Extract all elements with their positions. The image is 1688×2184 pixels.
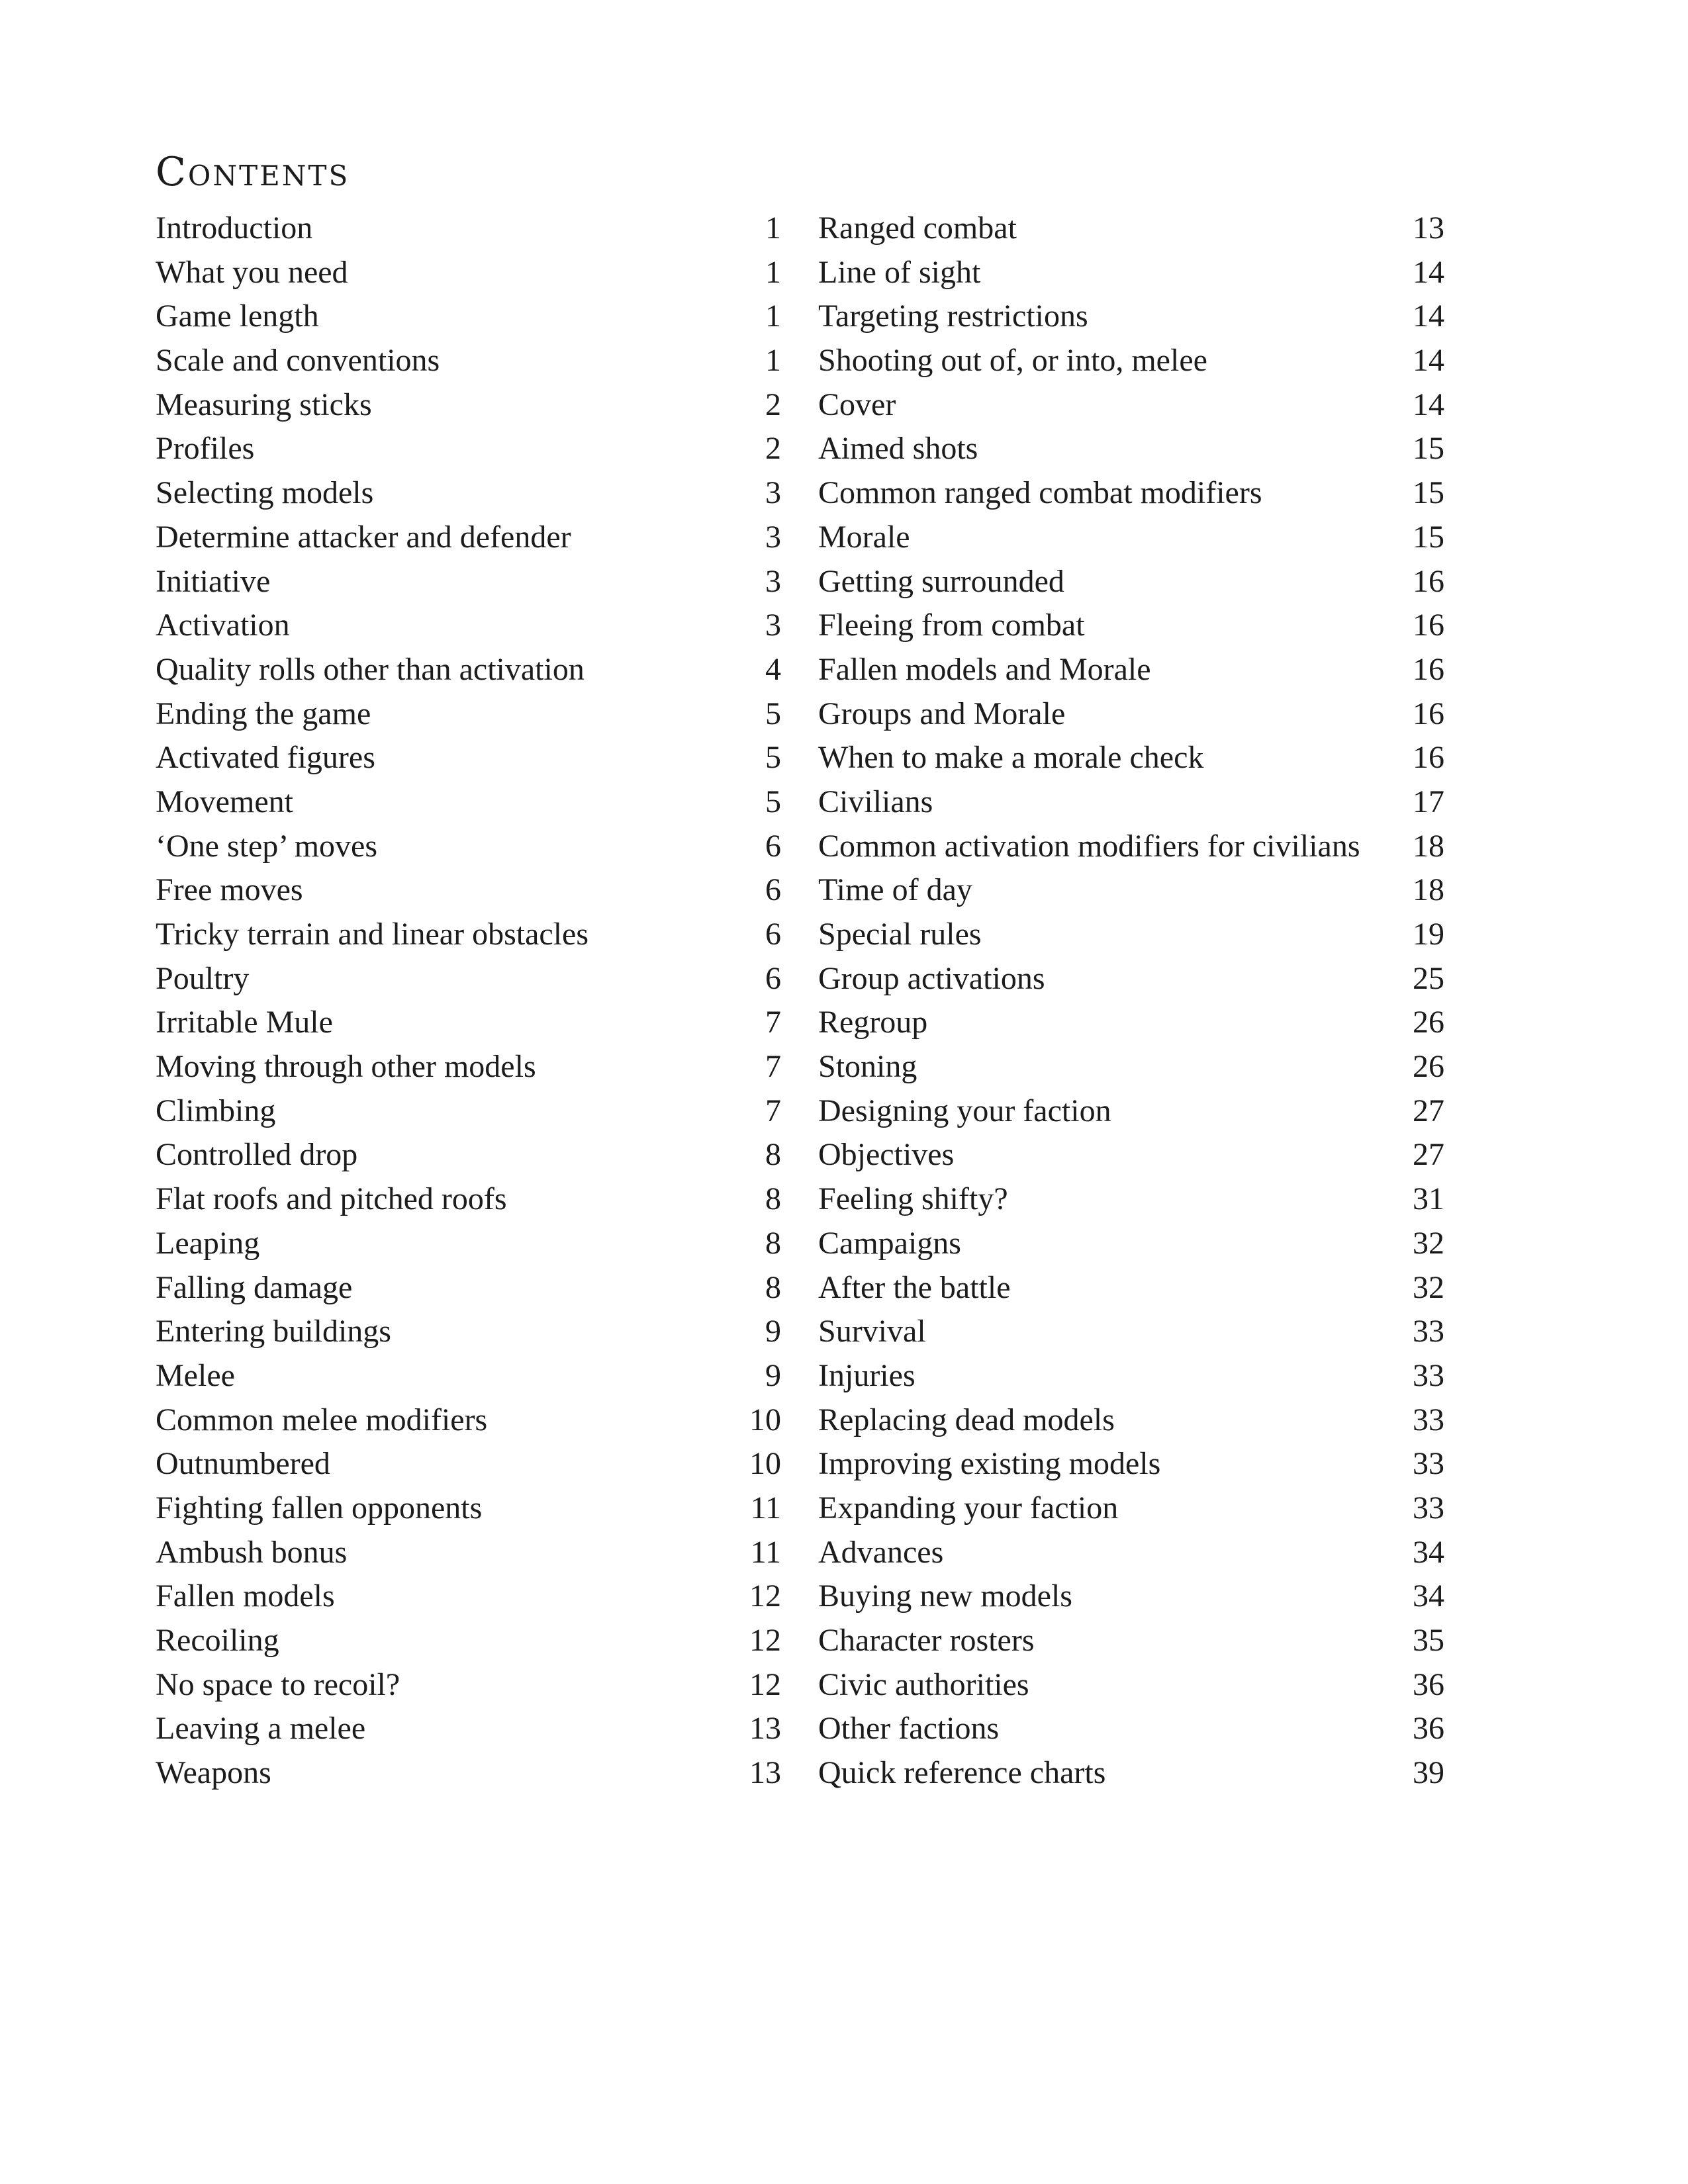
toc-entry-page-number: 16: [1413, 651, 1444, 687]
toc-entry[interactable]: [818, 692, 1444, 737]
toc-entry[interactable]: [818, 604, 1444, 648]
toc-entry[interactable]: [156, 1310, 781, 1354]
toc-entry[interactable]: [818, 1486, 1444, 1531]
toc-entry[interactable]: [818, 1001, 1444, 1045]
toc-entry-title: Common melee modifiers: [156, 1402, 488, 1437]
toc-entry-title: Campaigns: [818, 1225, 961, 1261]
toc-entry-title: Other factions: [818, 1711, 1000, 1747]
toc-entry[interactable]: [156, 251, 781, 295]
toc-entry[interactable]: [156, 1045, 781, 1089]
toc-entry-title: Line of sight: [818, 254, 981, 290]
toc-entry-title: Recoiling: [156, 1623, 279, 1658]
toc-entry-page-number: 9: [765, 1314, 781, 1349]
toc-entry-title: Selecting models: [156, 475, 374, 511]
toc-entry-page-number: 11: [750, 1490, 781, 1525]
toc-entry-title: Fallen models and Morale: [818, 651, 1151, 687]
toc-entry-title: Fallen models: [156, 1578, 335, 1614]
toc-entry-page-number: 33: [1413, 1314, 1444, 1349]
toc-entry[interactable]: [156, 957, 781, 1001]
toc-entry[interactable]: [156, 1354, 781, 1398]
toc-entry[interactable]: [156, 1133, 781, 1177]
toc-entry[interactable]: [156, 1619, 781, 1663]
toc-entry-title: Time of day: [818, 872, 972, 908]
toc-entry-title: Common activation modifiers for civilians: [818, 828, 1360, 864]
toc-entry[interactable]: [156, 339, 781, 383]
toc-entry[interactable]: [818, 648, 1444, 692]
toc-entry-page-number: 18: [1413, 872, 1444, 908]
toc-entry-page-number: 33: [1413, 1446, 1444, 1482]
toc-entry-title: Expanding your faction: [818, 1490, 1119, 1525]
toc-entry[interactable]: [818, 868, 1444, 913]
toc-entry-page-number: 25: [1413, 960, 1444, 996]
toc-entry[interactable]: [156, 604, 781, 648]
toc-entry-title: Poultry: [156, 960, 250, 996]
toc-entry[interactable]: [156, 868, 781, 913]
toc-entry-title: Objectives: [818, 1137, 955, 1173]
toc-entry-page-number: 27: [1413, 1093, 1444, 1128]
toc-entry[interactable]: [818, 1354, 1444, 1398]
toc-entry-title: Quick reference charts: [818, 1755, 1106, 1791]
toc-entry-page-number: 15: [1413, 475, 1444, 511]
toc-entry[interactable]: [156, 383, 781, 428]
toc-entry[interactable]: [818, 339, 1444, 383]
toc-entry-page-number: 12: [749, 1578, 781, 1614]
toc-entry-title: Injuries: [818, 1357, 915, 1393]
toc-entry-page-number: 2: [765, 431, 781, 467]
page-title: Contents: [156, 149, 350, 195]
toc-entry-page-number: 2: [765, 387, 781, 422]
toc-entry-page-number: 3: [765, 563, 781, 599]
toc-entry-title: Flat roofs and pitched roofs: [156, 1181, 507, 1217]
toc-entry-page-number: 13: [749, 1755, 781, 1791]
toc-entry[interactable]: [818, 251, 1444, 295]
toc-entry-title: Character rosters: [818, 1623, 1035, 1658]
toc-entry-title: Introduction: [156, 210, 313, 246]
toc-entry[interactable]: [818, 427, 1444, 471]
toc-entry-page-number: 3: [765, 519, 781, 555]
toc-entry-title: Ranged combat: [818, 210, 1017, 246]
toc-entry-page-number: 33: [1413, 1490, 1444, 1525]
toc-entry[interactable]: [818, 1663, 1444, 1707]
toc-entry-title: No space to recoil?: [156, 1666, 400, 1702]
toc-entry-title: Civic authorities: [818, 1666, 1029, 1702]
toc-entry-title: Stoning: [818, 1049, 917, 1085]
toc-entry[interactable]: [818, 1707, 1444, 1751]
toc-entry-title: Activation: [156, 608, 290, 643]
toc-entry[interactable]: [156, 206, 781, 251]
toc-entry-page-number: 33: [1413, 1402, 1444, 1437]
toc-entry[interactable]: [156, 692, 781, 737]
toc-entry-title: Shooting out of, or into, melee: [818, 343, 1207, 379]
toc-entry-title: Game length: [156, 298, 319, 334]
toc-entry-page-number: 16: [1413, 696, 1444, 731]
toc-entry-page-number: 5: [765, 784, 781, 819]
toc-entry[interactable]: [156, 1001, 781, 1045]
toc-entry-title: Irritable Mule: [156, 1005, 333, 1040]
toc-entry[interactable]: [818, 516, 1444, 560]
toc-entry-title: Targeting restrictions: [818, 298, 1088, 334]
toc-entry[interactable]: [156, 1266, 781, 1310]
toc-entry-page-number: 19: [1413, 917, 1444, 952]
toc-entry-page-number: 34: [1413, 1534, 1444, 1570]
toc-entry-title: Free moves: [156, 872, 303, 908]
toc-entry[interactable]: [156, 1398, 781, 1443]
toc-entry-page-number: 7: [765, 1093, 781, 1128]
toc-entry-title: Determine attacker and defender: [156, 519, 571, 555]
toc-entry-page-number: 11: [750, 1534, 781, 1570]
toc-entry-page-number: 17: [1413, 784, 1444, 819]
toc-entry[interactable]: [818, 825, 1444, 869]
toc-entry-page-number: 26: [1413, 1049, 1444, 1085]
toc-entry-title: Improving existing models: [818, 1446, 1161, 1482]
toc-entry[interactable]: [818, 560, 1444, 604]
toc-entry-title: Moving through other models: [156, 1049, 536, 1085]
toc-entry-title: Movement: [156, 784, 293, 819]
toc-entry-page-number: 16: [1413, 563, 1444, 599]
toc-entry-page-number: 1: [765, 210, 781, 246]
toc-entry-page-number: 3: [765, 475, 781, 511]
toc-entry[interactable]: [818, 1751, 1444, 1796]
toc-entry-page-number: 36: [1413, 1711, 1444, 1747]
toc-entry[interactable]: [156, 1707, 781, 1751]
toc-entry[interactable]: [818, 1398, 1444, 1443]
toc-entry[interactable]: [818, 1531, 1444, 1575]
toc-entry[interactable]: [156, 1574, 781, 1619]
toc-entry-page-number: 31: [1413, 1181, 1444, 1217]
toc-entry-title: Survival: [818, 1314, 926, 1349]
toc-entry-page-number: 5: [765, 696, 781, 731]
toc-entry-page-number: 12: [749, 1666, 781, 1702]
toc-entry-page-number: 1: [765, 254, 781, 290]
toc-entry-title: Cover: [818, 387, 896, 422]
toc-entry-page-number: 10: [749, 1402, 781, 1437]
toc-entry-page-number: 3: [765, 608, 781, 643]
toc-entry-page-number: 26: [1413, 1005, 1444, 1040]
toc-entry-page-number: 15: [1413, 519, 1444, 555]
toc-entry-page-number: 13: [749, 1711, 781, 1747]
toc-entry-page-number: 6: [765, 917, 781, 952]
toc-entry[interactable]: [156, 1486, 781, 1531]
toc-entry[interactable]: [156, 427, 781, 471]
toc-entry-page-number: 9: [765, 1357, 781, 1393]
toc-entry[interactable]: [156, 913, 781, 957]
toc-entry-title: Initiative: [156, 563, 271, 599]
toc-entry[interactable]: [156, 1531, 781, 1575]
toc-entry[interactable]: [818, 1442, 1444, 1486]
toc-entry-title: Profiles: [156, 431, 255, 467]
toc-entry-page-number: 36: [1413, 1666, 1444, 1702]
toc-entry-page-number: 1: [765, 298, 781, 334]
toc-entry-title: Fighting fallen opponents: [156, 1490, 483, 1525]
toc-entry-title: Ending the game: [156, 696, 371, 731]
toc-entry[interactable]: [156, 1089, 781, 1134]
toc-entry-title: Replacing dead models: [818, 1402, 1115, 1437]
toc-entry-title: Regroup: [818, 1005, 928, 1040]
toc-entry[interactable]: [818, 1133, 1444, 1177]
toc-entry-title: Common ranged combat modifiers: [818, 475, 1262, 511]
toc-entry-title: Falling damage: [156, 1269, 353, 1305]
toc-entry-title: Outnumbered: [156, 1446, 330, 1482]
toc-entry[interactable]: [156, 736, 781, 780]
toc-entry-page-number: 14: [1413, 343, 1444, 379]
toc-entry-page-number: 14: [1413, 254, 1444, 290]
toc-entry[interactable]: [818, 780, 1444, 825]
toc-entry[interactable]: [818, 736, 1444, 780]
toc-entry[interactable]: [156, 1751, 781, 1796]
toc-entry-page-number: 6: [765, 960, 781, 996]
toc-entry-title: After the battle: [818, 1269, 1011, 1305]
toc-entry[interactable]: [818, 1177, 1444, 1222]
toc-entry-title: Buying new models: [818, 1578, 1072, 1614]
toc-entry-page-number: 34: [1413, 1578, 1444, 1614]
toc-column-left: [156, 206, 781, 1796]
toc-entry-title: What you need: [156, 254, 348, 290]
toc-entry[interactable]: [156, 780, 781, 825]
toc-entry-title: Designing your faction: [818, 1093, 1111, 1128]
toc-entry[interactable]: [156, 516, 781, 560]
toc-entry-page-number: 14: [1413, 298, 1444, 334]
toc-entry-title: Advances: [818, 1534, 944, 1570]
toc-entry-page-number: 15: [1413, 431, 1444, 467]
toc-column-right: [818, 206, 1444, 1796]
toc-entry-page-number: 6: [765, 872, 781, 908]
toc-entry-page-number: 12: [749, 1623, 781, 1658]
toc-entry-title: Entering buildings: [156, 1314, 391, 1349]
toc-entry-title: Scale and conventions: [156, 343, 440, 379]
toc-entry-title: ‘One step’ moves: [156, 828, 378, 864]
toc-entry-page-number: 35: [1413, 1623, 1444, 1658]
toc-entry-page-number: 6: [765, 828, 781, 864]
toc-entry-title: Morale: [818, 519, 910, 555]
toc-entry-page-number: 16: [1413, 740, 1444, 776]
toc-entry-page-number: 1: [765, 343, 781, 379]
toc-entry[interactable]: [156, 1177, 781, 1222]
toc-entry-page-number: 8: [765, 1181, 781, 1217]
toc-entry-title: Melee: [156, 1357, 235, 1393]
toc-entry-page-number: 16: [1413, 608, 1444, 643]
toc-entry-page-number: 39: [1413, 1755, 1444, 1791]
toc-entry[interactable]: [156, 648, 781, 692]
toc-entry[interactable]: [818, 1574, 1444, 1619]
toc-entry-page-number: 8: [765, 1137, 781, 1173]
toc-entry-title: Controlled drop: [156, 1137, 358, 1173]
toc-entry-page-number: 8: [765, 1269, 781, 1305]
toc-entry-page-number: 7: [765, 1005, 781, 1040]
toc-entry-page-number: 18: [1413, 828, 1444, 864]
toc-entry-title: Measuring sticks: [156, 387, 372, 422]
toc-entry[interactable]: [156, 1442, 781, 1486]
toc-entry[interactable]: [818, 295, 1444, 339]
toc-entry-title: Weapons: [156, 1755, 271, 1791]
toc-entry[interactable]: [818, 1045, 1444, 1089]
toc-entry[interactable]: [818, 1619, 1444, 1663]
toc-entry[interactable]: [818, 1266, 1444, 1310]
toc-entry-title: Leaving a melee: [156, 1711, 366, 1747]
toc-entry-title: Group activations: [818, 960, 1045, 996]
toc-entry-page-number: 13: [1413, 210, 1444, 246]
toc-entry[interactable]: [818, 471, 1444, 516]
toc-entry-page-number: 27: [1413, 1137, 1444, 1173]
toc-entry[interactable]: [818, 913, 1444, 957]
toc-entry[interactable]: [818, 1222, 1444, 1266]
toc-entry-title: Tricky terrain and linear obstacles: [156, 917, 589, 952]
toc-entry-page-number: 32: [1413, 1269, 1444, 1305]
toc-entry[interactable]: [156, 560, 781, 604]
toc-entry[interactable]: [156, 295, 781, 339]
toc-entry-page-number: 5: [765, 740, 781, 776]
toc-entry[interactable]: [156, 1663, 781, 1707]
toc-entry-title: Quality rolls other than activation: [156, 651, 585, 687]
toc-entry-title: When to make a morale check: [818, 740, 1204, 776]
toc-entry[interactable]: [818, 383, 1444, 428]
toc-entry-title: Groups and Morale: [818, 696, 1066, 731]
toc-entry-title: Climbing: [156, 1093, 276, 1128]
toc-entry[interactable]: [818, 1310, 1444, 1354]
toc-entry-title: Civilians: [818, 784, 933, 819]
toc-entry-title: Ambush bonus: [156, 1534, 348, 1570]
toc-entry-title: Activated figures: [156, 740, 375, 776]
toc-entry-title: Getting surrounded: [818, 563, 1064, 599]
toc-entry-title: Leaping: [156, 1225, 260, 1261]
toc-entry[interactable]: [156, 1222, 781, 1266]
toc-entry-title: Feeling shifty?: [818, 1181, 1008, 1217]
toc-entry-page-number: 14: [1413, 387, 1444, 422]
toc-entry[interactable]: [156, 825, 781, 869]
toc-entry-page-number: 10: [749, 1446, 781, 1482]
toc-entry[interactable]: [818, 1089, 1444, 1134]
toc-entry[interactable]: [818, 957, 1444, 1001]
toc-entry-title: Aimed shots: [818, 431, 978, 467]
toc-entry[interactable]: [818, 206, 1444, 251]
toc-entry-title: Special rules: [818, 917, 982, 952]
toc-entry[interactable]: [156, 471, 781, 516]
toc-entry-page-number: 8: [765, 1225, 781, 1261]
toc-entry-title: Fleeing from combat: [818, 608, 1085, 643]
toc-entry-page-number: 4: [765, 651, 781, 687]
toc-entry-page-number: 7: [765, 1049, 781, 1085]
toc-entry-page-number: 33: [1413, 1357, 1444, 1393]
toc-entry-page-number: 32: [1413, 1225, 1444, 1261]
